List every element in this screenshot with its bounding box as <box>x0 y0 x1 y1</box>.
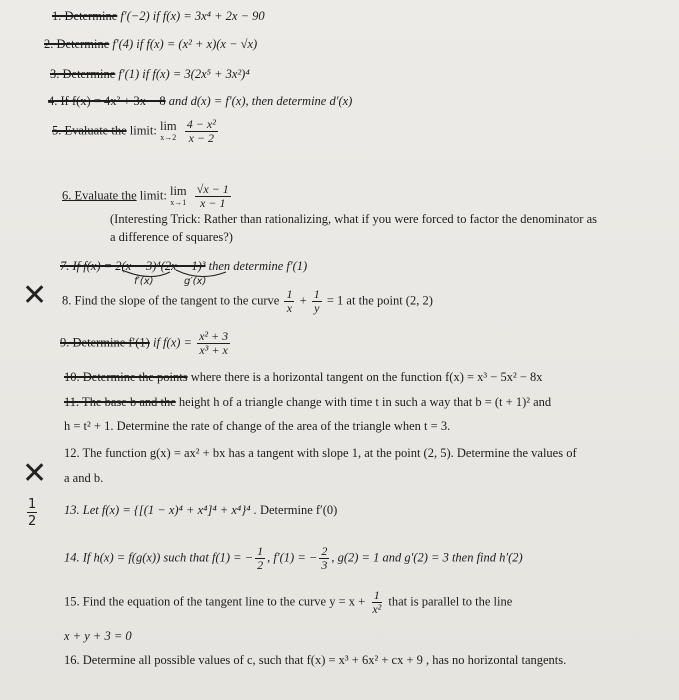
cross-mark-q12: ✕ <box>22 456 48 491</box>
q3-label: 3. Determine <box>50 67 116 81</box>
cross-mark-q8: ✕ <box>22 278 48 313</box>
q12-line2: a and b. <box>64 471 104 485</box>
question-7 <box>60 258 307 274</box>
q8-frac2 <box>312 288 322 315</box>
q14-d1: 2 <box>257 558 264 572</box>
q1-label: 1. Determine <box>52 9 118 23</box>
q9-den: x³ + x <box>199 343 228 357</box>
q14-d2: 3 <box>321 558 328 572</box>
score-denominator: 2 <box>28 514 37 529</box>
q15-den: x² <box>372 602 382 616</box>
q13-text: 13. Let f(x) = {[(1 − x)⁴ + x⁴]⁴ + x⁴}⁴ . <box>64 503 257 517</box>
q14-frac2 <box>319 545 329 572</box>
q8-n1: 1 <box>286 287 293 301</box>
q5-den: x − 2 <box>188 131 214 145</box>
score-numerator: 1 <box>28 497 37 512</box>
q4-math: and d(x) = f′(x), then determine d′(x) <box>168 94 353 108</box>
q11-label: 11. The base b and the <box>64 395 176 409</box>
q11-text: height h of a triangle change with time t in such a way that b = (t + 1)² and <box>178 395 552 409</box>
q7-math: then determine f′(1) <box>208 259 308 273</box>
question-16: 16. Determine all possible values of c, such that f(x) = x³ + 6x² + cx + 9 , has no horizontal tangents. <box>64 653 567 667</box>
q6-lim-sub: x→1 <box>170 197 187 207</box>
question-8 <box>62 288 433 315</box>
q15-line2: x + y + 3 = 0 <box>64 629 132 643</box>
q7-annotation-fprime: f′(x) <box>134 276 154 287</box>
q5-lim: lim x→2 <box>159 118 177 142</box>
question-14 <box>64 545 523 572</box>
q14-n2: 2 <box>321 544 328 558</box>
question-11 <box>64 394 551 410</box>
question-3 <box>50 66 250 82</box>
q14-frac1 <box>255 545 265 572</box>
question-13 <box>64 502 337 518</box>
q10-label: 10. Determine the points <box>64 370 188 384</box>
q8-text1: 8. Find the slope of the tangent to the curve <box>62 293 280 308</box>
q14-n1: 1 <box>257 544 264 558</box>
question-15 <box>64 589 512 616</box>
question-6 <box>62 183 233 210</box>
q5-num: 4 − x² <box>186 117 216 131</box>
question-2 <box>44 36 257 52</box>
q3-math: f′(1) if f(x) = 3(2x⁵ + 3x²)⁴ <box>118 67 250 81</box>
question-5 <box>52 118 220 145</box>
q8-plus: + <box>299 293 307 308</box>
q15-text1: 15. Find the equation of the tangent line to the curve y = x + <box>64 594 366 609</box>
q10-text: where there is a horizontal tangent on the function f(x) = x³ − 5x² − 8x <box>190 370 543 384</box>
q9-text: if f(x) = <box>152 335 192 350</box>
q9-label: 9. Determine f′(1) <box>60 335 150 350</box>
q7-label: 7. If f(x) = 2(x − 3)⁴(2x − 1)³ <box>60 259 206 273</box>
q5-fraction <box>185 118 218 145</box>
q1-math: f′(−2) if f(x) = 3x⁴ + 2x − 90 <box>120 9 265 23</box>
question-4 <box>48 93 352 109</box>
q15-num: 1 <box>373 588 380 602</box>
q14-text1: 14. If h(x) = f(g(x)) such that f(1) = − <box>64 550 254 565</box>
q8-n2: 1 <box>313 287 320 301</box>
q7-annotation-gprime: g′(x) <box>184 276 207 287</box>
q9-num: x² + 3 <box>199 329 229 343</box>
q5-lim-sub: x→2 <box>160 132 177 142</box>
q6-label: 6. Evaluate the <box>62 188 137 203</box>
q6-note-line2: a difference of squares?) <box>110 230 233 244</box>
question-9 <box>60 330 232 357</box>
score-fraction-bar <box>27 512 37 513</box>
q8-text2: = 1 at the point (2, 2) <box>326 293 433 308</box>
question-10 <box>64 369 543 385</box>
q6-note-line1: (Interesting Trick: Rather than rationalizing, what if you were forced to factor the denominator as <box>110 212 597 226</box>
q5-text: limit: <box>129 123 157 138</box>
q8-d2: y <box>314 301 320 315</box>
q14-text3: , g(2) = 1 and g′(2) = 3 then find h′(2) <box>331 550 523 565</box>
q15-text2: that is parallel to the line <box>388 594 513 609</box>
q2-label: 2. Determine <box>44 37 110 51</box>
q6-den: x − 1 <box>200 196 226 210</box>
question-1 <box>52 8 265 24</box>
q5-label: 5. Evaluate the <box>52 123 127 138</box>
q8-frac1 <box>284 288 294 315</box>
q15-fraction <box>370 589 383 616</box>
q6-num: √x − 1 <box>196 182 229 196</box>
question-12: 12. The function g(x) = ax² + bx has a tangent with slope 1, at the point (2, 5). Determine the values of <box>64 446 577 460</box>
q14-text2: , f′(1) = − <box>267 550 318 565</box>
q2-math: f′(4) if f(x) = (x² + x)(x − √x) <box>112 37 258 51</box>
q8-d1: x <box>286 301 293 315</box>
q6-text: limit: <box>139 188 167 203</box>
q6-lim: lim x→1 <box>169 183 187 207</box>
q11-line2: h = t² + 1. Determine the rate of change of the area of the triangle when t = 3. <box>64 419 451 433</box>
q4-label: 4. If f(x) = 4x² + 3x − 8 <box>48 94 166 108</box>
q6-fraction <box>195 183 231 210</box>
q13-ask: Determine f′(0) <box>259 503 338 517</box>
q9-fraction <box>197 330 230 357</box>
